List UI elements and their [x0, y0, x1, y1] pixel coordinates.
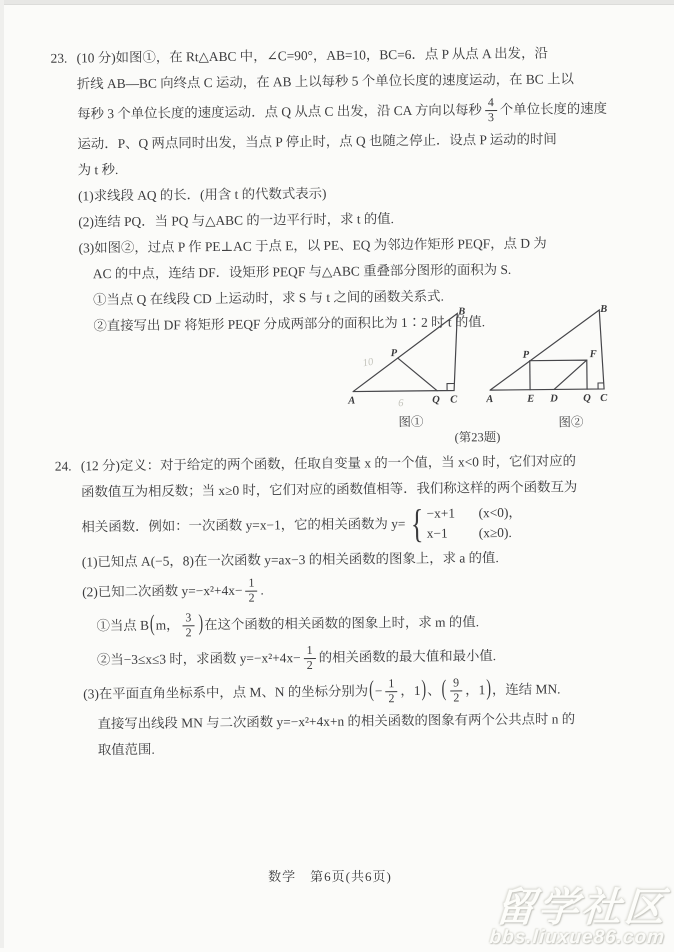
watermark-title: 留学社区 [493, 886, 669, 930]
p24-line-1: (12 分)定义：对于给定的两个函数，任取自变量 x 的一个值，当 x<0 时，它们对应的 [80, 453, 577, 474]
right-paren: ) [421, 677, 427, 703]
p23-line-3-post: 个单位长度的速度 [499, 100, 608, 118]
figure-block-q23 [345, 303, 646, 446]
problem-23-number: 23. [50, 50, 68, 66]
p24-item-3a: (3)在平面直角坐标系中，点 M、N 的坐标分别为 ( − $\frac{1}{2}$ ，1 ) 、 ( $\frac{9}{2}$ ，1 ) ，连结 MN. [83, 671, 658, 711]
left-paren: ( [441, 677, 447, 703]
p24-item-2: (2)已知二次函数 y=−x²+4x− $\frac{1}{2}$ . [82, 575, 264, 605]
p24-sub-2: ②当−3≤x≤3 时，求函数 y=−x²+4x− $\frac{1}{2}$ 的相关函数的最大值和最小值. [96, 642, 497, 673]
piecewise-row-1: −x+1 (x<0)， [426, 504, 522, 521]
figure-1-caption: 图① [398, 414, 424, 430]
p23-item-2: (2)连结 PQ．当 PQ 与△ABC 的一边平行时，求 t 的值. [78, 211, 395, 230]
figure-2-caption: 图② [558, 415, 584, 430]
triangle-abc-fig1 [352, 313, 458, 391]
fraction-1-2: $\frac{1}{2}$ [245, 577, 257, 605]
figure-2-triangle-rectangle [485, 304, 612, 409]
label-a-fig2: A [486, 394, 494, 406]
pencil-mark-6: 6 [398, 398, 404, 410]
segment-df-fig2 [554, 360, 587, 389]
p23-line-1: (10 分)如图①，在 Rt△ABC 中，∠C=90°，AB=10，BC=6．点 P 从点 A 出发，沿 [76, 45, 548, 66]
label-e-fig2: E [527, 393, 535, 405]
p23-line-5: 为 t 秒. [77, 162, 119, 178]
label-b-fig2: B [600, 303, 608, 315]
fraction-3-2: $\frac{3}{2}$ [182, 611, 194, 639]
p24-item-3b: 直接写出线段 MN 与二次函数 y=−x²+4x+n 的相关函数的图象有两个公共点时 n 的 [97, 711, 576, 732]
left-brace: { [410, 500, 424, 546]
segment-pq-fig1 [398, 358, 437, 391]
piecewise-row-2: x−1 (x≥0). [426, 524, 512, 541]
p24-sub-1: ①当点 B ( m， $\frac{3}{2}$ ) 在这个函数的相关函数的图象上时，求 m 的值. [82, 603, 657, 643]
left-paren: ( [369, 678, 374, 703]
label-q-fig2: Q [583, 393, 591, 405]
label-q-fig1: Q [432, 394, 440, 406]
p23-line-3-pre: 每秒 3 个单位长度的速度运动．点 Q 从点 C 出发，沿 CA 方向以每秒 [77, 102, 482, 122]
label-a-fig1: A [348, 395, 356, 407]
piecewise-function [407, 500, 522, 546]
right-paren: ) [486, 676, 492, 702]
p23-item-1: (1)求线段 AQ 的长．(用含 t 的代数式表示) [77, 185, 327, 204]
fraction-1-2: $\frac{1}{2}$ [304, 644, 316, 672]
p23-item-3b: AC 的中点，连结 DF．设矩形 PEQF 与△ABC 重叠部分图形的面积为 S. [92, 261, 512, 282]
p24-item-1: (1)已知点 A(−5，8)在一次函数 y=ax−3 的相关函数的图象上，求 a 的值. [81, 550, 499, 570]
p24-item-3c: 取值范围. [97, 741, 155, 758]
label-p-fig1: P [390, 348, 398, 360]
fraction-4-3: $\frac{4}{3}$ [485, 96, 497, 124]
figure-shared-caption: (第23题) [454, 430, 501, 445]
problem-23 [50, 39, 654, 339]
watermark-url: bbs.liuxue86.com [488, 927, 666, 948]
problem-24-number: 24. [54, 458, 72, 474]
left-paren: ( [149, 612, 155, 638]
p23-item-3a: (3)如图②，过点 P 作 PE⊥AC 于点 E，以 PE、EQ 为邻边作矩形 PEQF，点 D 为 [78, 235, 547, 256]
label-c-fig2: C [600, 392, 608, 404]
label-p-fig2: P [522, 349, 530, 361]
watermark [488, 888, 668, 948]
p24-line-2: 函数值互为相反数；当 x≥0 时，它们对应的函数值相等．我们称这样的两个函数互为 [81, 479, 578, 500]
label-b-fig1: B [458, 306, 466, 318]
piecewise-rows [426, 503, 522, 544]
label-f-fig2: F [589, 349, 597, 361]
p23-line-2: 折线 AB—BC 向终点 C 运动，在 AB 上以每秒 5 个单位长度的速度运动，在 BC 上以 [76, 71, 574, 92]
p23-sub-1: ①当点 Q 在线段 CD 上运动时，求 S 与 t 之间的函数关系式. [93, 288, 444, 308]
p23-sub-2: ②直接写出 DF 将矩形 PEQF 分成两部分的面积比为 1∶2 时 t 的值. [93, 314, 486, 334]
problem-24 [54, 447, 659, 763]
p23-line-4: 运动．P、Q 两点同时出发，当点 P 停止时，点 Q 也随之停止．设点 P 运动的时间 [77, 131, 557, 152]
right-paren: ) [198, 611, 204, 637]
fraction-1-2: $\frac{1}{2}$ [385, 677, 397, 705]
page-footer: 数学 第6页(共6页) [268, 869, 392, 884]
label-d-fig2: D [550, 393, 558, 405]
fraction-9-2: $\frac{9}{2}$ [450, 676, 462, 704]
label-c-fig1: C [450, 394, 458, 406]
p24-line-3-piecewise [81, 499, 656, 549]
pencil-mark-10: 10 [361, 356, 375, 370]
figure-1-triangle [345, 305, 476, 410]
right-angle-mark-c-fig1 [447, 384, 454, 391]
p24-line-3-pre: 相关函数．例如：一次函数 y=x−1，它的相关函数为 y= [81, 516, 406, 535]
